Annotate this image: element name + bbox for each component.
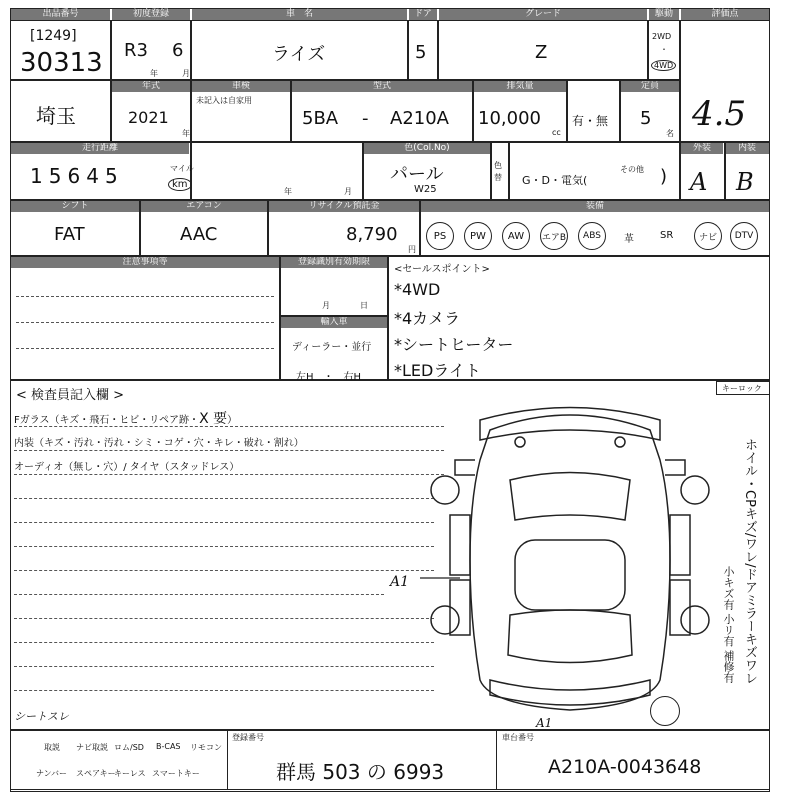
caution-cell <box>10 256 280 380</box>
glass-text: Fガラス（キズ・飛石・ヒビ・リペア跡・ <box>14 415 200 426</box>
model-year: 2021 <box>128 108 169 127</box>
inspection-line <box>14 642 434 643</box>
equip-navi: ナビ <box>694 222 722 250</box>
car-name-label: 車 名 <box>192 9 407 20</box>
sales-point: *4WD <box>394 280 441 299</box>
model-dash: - <box>362 108 369 129</box>
inspection-line <box>14 546 434 547</box>
turbo-cell <box>567 80 620 142</box>
seats-value: 5 <box>640 108 652 129</box>
key-lock-label: キーロック <box>722 384 762 393</box>
grade-label: グレード <box>439 9 647 20</box>
grade-value: Z <box>535 42 548 63</box>
sales-point: *シートヒーター <box>394 335 514 354</box>
color-name: パール <box>390 164 444 185</box>
reg-year-char: 年 <box>150 69 158 78</box>
recycle-label: リサイクル預託金 <box>269 201 419 212</box>
fuel-other: その他 <box>620 165 644 174</box>
reg-valid-day: 日 <box>360 301 368 310</box>
cc-unit: cc <box>552 128 561 137</box>
side-damage-text: ホイル・CPキズ/ワレ/ドアミラーキズワレ <box>742 438 757 685</box>
mark-a1-bottom: A1 <box>536 716 553 730</box>
caution-line <box>16 348 274 349</box>
fuel-cell <box>509 142 680 200</box>
shaken-date-cell <box>191 142 363 200</box>
inspection-line <box>14 570 434 571</box>
handle-option: 左H ・ 右H <box>296 372 362 383</box>
inspection-line <box>14 618 434 619</box>
rating-label: 評価点 <box>681 9 769 20</box>
inspection-line <box>14 474 444 475</box>
rating-value: 4.5 <box>692 94 747 134</box>
ac-label: エアコン <box>141 201 267 212</box>
cc-label: 排気量 <box>474 81 566 92</box>
plate-value: 群馬 503 の 6993 <box>276 760 445 784</box>
shaken-cell <box>191 80 291 142</box>
footer-remote: リモコン <box>190 743 222 752</box>
inspection-audio: オーディオ（無し・穴）/ タイヤ（スタッドレス） <box>14 462 240 473</box>
mileage-digit: 5 <box>104 164 124 188</box>
car-diagram <box>420 400 720 730</box>
interior-grade: B <box>736 168 754 196</box>
footer-accessories <box>10 730 228 790</box>
exterior-grade: A <box>690 168 708 196</box>
displacement: 10,000 <box>478 108 541 129</box>
km-unit: km <box>168 178 192 191</box>
reg-month-char: 月 <box>182 69 190 78</box>
color-label: 色(Col.No) <box>364 143 490 154</box>
year-unit: 年 <box>182 129 190 138</box>
inspection-line <box>14 426 444 427</box>
drive-4wd: 4WD <box>651 60 676 71</box>
reg-valid-label: 登録識別有効期限 <box>281 257 387 268</box>
footer-smart-key: スマートキー <box>152 769 200 778</box>
equip-abs: ABS <box>578 222 606 250</box>
mileage-digit: 5 <box>48 164 68 188</box>
seats-unit: 名 <box>666 129 674 138</box>
dealer-option: ディーラー・並行 <box>292 342 372 353</box>
inspection-glass <box>14 408 237 428</box>
recycle-yen: 円 <box>408 245 416 254</box>
footer-keyless: キーレス <box>114 769 146 778</box>
shaken-year: 年 <box>284 187 292 196</box>
sales-label: <セールスポイント> <box>394 264 490 275</box>
inspection-line <box>14 594 384 595</box>
fuel-close: ) <box>660 166 668 187</box>
inspection-interior: 内装（キズ・汚れ・汚れ・シミ・コゲ・穴・キレ・破れ・割れ） <box>14 438 304 449</box>
chassis-label: 車台番号 <box>502 733 534 742</box>
mileage-label: 走行距離 <box>11 143 189 154</box>
mission-label: シフト <box>11 201 139 212</box>
prefecture: 埼玉 <box>36 104 76 128</box>
inspection-line <box>14 666 434 667</box>
seats-label: 定員 <box>621 81 679 92</box>
equip-sunroof: SR <box>660 230 674 241</box>
import-label: 輸入車 <box>281 317 387 328</box>
reg-label: 初度登録 <box>112 9 190 20</box>
equip-dtv: DTV <box>730 222 758 250</box>
lot-number: 30313 <box>20 48 103 78</box>
mileage-digit: 1 <box>30 164 49 188</box>
ac-value: AAC <box>180 224 218 245</box>
model-label: 型式 <box>292 81 472 92</box>
equip-aw: AW <box>502 222 530 250</box>
equip-airbag: エアB <box>540 222 568 250</box>
mission-value: FAT <box>54 224 85 245</box>
reg-month: 6 <box>172 40 184 61</box>
interior-label: 内装 <box>725 143 769 154</box>
model-code: A210A <box>390 108 449 129</box>
shaken-label: 車検 <box>192 81 290 92</box>
side-damage-sub: 小キズ有 小リ有 補修有 <box>722 566 735 683</box>
mark-a1-left: A1 <box>390 574 410 590</box>
glass-end: ） <box>227 415 238 426</box>
mileage-digits <box>30 164 124 188</box>
footer-spare-key: スペアキー <box>76 769 116 778</box>
inspection-line <box>14 690 434 691</box>
mileage-digit: 6 <box>67 164 87 188</box>
reg-valid-month: 月 <box>322 301 330 310</box>
plate-label: 登録番号 <box>232 733 264 742</box>
shaken-month: 月 <box>344 187 352 196</box>
footer-navi-manual: ナビ取説 <box>76 743 108 752</box>
drive-label: 駆動 <box>649 9 679 20</box>
caution-line <box>16 296 274 297</box>
year-label: 年式 <box>112 81 190 92</box>
drive-dot: ・ <box>660 45 668 54</box>
footer-manual: 取説 <box>44 743 60 752</box>
sales-point: *4カメラ <box>394 309 461 328</box>
inspection-line <box>14 450 444 451</box>
recycle-value: 8,790 <box>346 224 398 245</box>
footer-bcas: B-CAS <box>156 742 181 751</box>
chassis-value: A210A-0043648 <box>548 756 702 778</box>
sales-point: *LEDライト <box>394 361 481 380</box>
turbo-options: 有・無 <box>572 114 609 128</box>
inspection-line <box>14 498 434 499</box>
glass-mark: X 要 <box>199 411 228 427</box>
fuel-options: G・D・電気( <box>522 174 588 187</box>
equip-pw: PW <box>464 222 492 250</box>
reg-era: R3 <box>124 40 148 61</box>
lot-label: 出品番号 <box>11 9 110 20</box>
equip-ps: PS <box>426 222 454 250</box>
shaken-note: 未記入は自家用 <box>196 96 252 105</box>
spare-tire-mark <box>650 696 680 726</box>
inspection-title: < 検査員記入欄 > <box>16 388 125 403</box>
reg-valid-cell <box>280 256 388 316</box>
footer-rom: ロム/SD <box>114 743 144 752</box>
inspection-line <box>14 522 434 523</box>
door-count: 5 <box>415 42 427 63</box>
handwritten-seat-note: シートスレ <box>14 710 69 723</box>
exterior-label: 外装 <box>681 143 723 154</box>
lot-small-number: [1249] <box>30 28 77 44</box>
mile-unit: マイル <box>170 164 194 173</box>
equip-label: 装備 <box>421 201 769 212</box>
door-label: ドア <box>409 9 437 20</box>
footer-number: ナンバー <box>36 769 68 778</box>
model-prefix: 5BA <box>302 108 339 129</box>
color-code: W25 <box>414 184 437 195</box>
color-change-label: 色替 <box>494 161 502 182</box>
equip-leather: 革 <box>624 234 634 245</box>
caution-label: 注意事項等 <box>11 257 279 268</box>
car-name: ライズ <box>272 44 326 65</box>
caution-line <box>16 322 274 323</box>
drive-2wd: 2WD <box>652 32 672 41</box>
mileage-digit: 4 <box>86 164 105 188</box>
